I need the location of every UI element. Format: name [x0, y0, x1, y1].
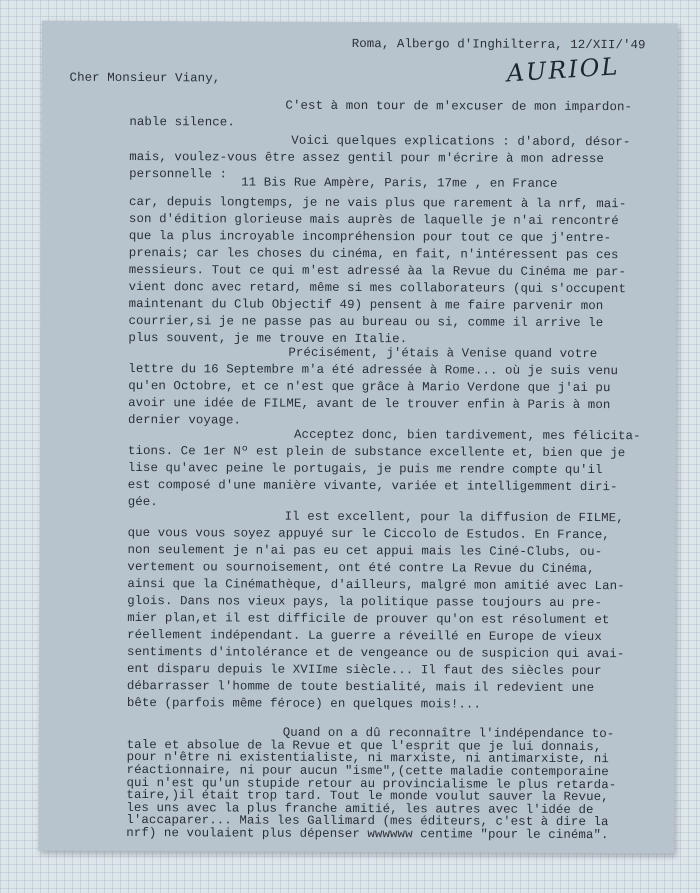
text-line: avoir une idée de FILME, avant de le trouver enfin à Paris à mon	[128, 395, 611, 413]
text-line: qui n'est qu'un stupide retour au provincialisme le plus retarda-	[126, 775, 617, 792]
text-line: C'est à mon tour de m'excuser de mon impardon-	[285, 98, 633, 115]
text-line: vient donc avec retard, même si mes collaborateurs (qui s'occupent	[128, 279, 627, 297]
text-line: ent disparu depuis le XVIIme siècle... Il faut des siècles pour	[126, 661, 602, 679]
text-line: gée.	[127, 494, 158, 510]
text-line: réellement indépendant. La guerre a réveillé en Europe de vieux	[127, 627, 602, 645]
text-line: lise qu'avec peine le portugais, je puis me rendre compte qu'il	[127, 460, 603, 478]
text-line: bête (parfois même féroce) en quelques mois!...	[126, 695, 482, 712]
text-line: tions. Ce 1er Nº est plein de substance excellente et, bien que je	[127, 443, 626, 461]
text-line: vertement ou sournoisement, ont été contre La Revue du Cinéma,	[127, 559, 595, 577]
address-line: 11 Bis Rue Ampère, Paris, 17me , en France	[241, 175, 558, 191]
text-line: pour n'être ni existentialiste, ni marxiste, ni antimarxiste, ni	[126, 750, 609, 767]
text-line: messieurs. Tout ce qui m'est adressé àa la Revue du Cinéma me par-	[128, 262, 627, 280]
text-line: débarrasser l'homme de toute bestialité, mais il redevient une	[126, 678, 595, 696]
text-line: nable silence.	[129, 114, 235, 130]
text-line: les uns avec la plus franche amitié, les autres avec l'idée de	[126, 800, 594, 817]
text-line: car, depuis longtemps, je ne vais plus que rarement à la nrf, mai-	[128, 194, 627, 212]
text-line: qu'en Octobre, et ce n'est que grâce à Mario Verdone que j'ai pu	[128, 378, 611, 396]
letter-sheet	[38, 21, 678, 854]
text-line: ainsi que la Cinémathèque, d'ailleurs, malgré mon amitié avec Lan-	[127, 576, 625, 594]
text-line: Acceptez donc, bien tardivement, mes félicita-	[293, 427, 641, 444]
text-line: courrier,si je ne passe pas au bureau ou si, comme il arrive le	[128, 313, 604, 331]
text-line: mier plan,et il est difficile de prouver qu'on est résolument et	[127, 610, 610, 628]
text-line: nrf) ne voulaient plus dépenser wwwwww centime "pour le cinéma".	[126, 825, 609, 843]
text-line: non seulement je n'ai pas eu cet appui mais les Ciné-Clubs, ou-	[127, 542, 603, 560]
text-line: mais, voulez-vous être assez gentil pour m'écrire à mon adresse	[129, 149, 604, 167]
text-line: maintenant du Club Objectif 49) pensent à me faire parvenir mon	[128, 296, 604, 314]
salutation: Cher Monsieur Viany,	[69, 70, 221, 86]
text-line: que la plus incroyable incompréhension pour tout ce que j'entre-	[128, 228, 612, 246]
text-line: Précisément, j'étais à Venise quand votre	[288, 345, 598, 362]
text-line: dernier voyage.	[128, 412, 242, 428]
text-line: prenais; car les choses du cinéma, en fait, n'intéressent pas ces	[128, 245, 619, 263]
text-line: Il est excellent, pour la diffusion de FILME,	[284, 509, 624, 526]
text-line: sentiments d'intolérance et de vengeance ou de suspicion qui avai-	[127, 644, 625, 662]
text-line: glois. Dans nos vieux pays, la politique passe toujours au pre-	[127, 593, 603, 611]
handwritten-name: AURIOL	[505, 52, 621, 88]
text-line: tale et absolue de la Revue et que l'esprit que je lui donnais,	[126, 737, 602, 754]
text-line: lettre du 16 Septembre m'a été adressée à Rome... où je suis venu	[128, 361, 619, 379]
text-line: réactionnaire, ni pour aucun "isme",(cette maladie contemporaine	[126, 762, 609, 779]
letter-header: Roma, Albergo d'Inghilterra, 12/XII/'49	[351, 36, 646, 53]
text-line: personnelle :	[129, 166, 228, 182]
text-line: plus souvent, je me trouve en Italie.	[128, 330, 408, 347]
text-line: son d'édition glorieuse mais auprès de laquelle je n'ai rencontré	[128, 211, 619, 229]
text-line: Quand on a dû reconnaître l'indépendance to-	[282, 725, 615, 742]
text-line: taire,)il était trop tard. Tout le monde voulut sauver la Revue,	[126, 788, 609, 805]
text-line: que vous vous soyez appuyé sur le Ciccolo de Estudos. En France,	[127, 525, 610, 543]
text-line: Voici quelques explications : d'abord, désor-	[291, 133, 631, 150]
text-line: l'accaparer... Mais les Gallimard (mes éditeurs, c'est à dire la	[126, 813, 609, 830]
text-line: est composé d'une manière vivante, variée et intelligemment diri-	[127, 477, 618, 495]
